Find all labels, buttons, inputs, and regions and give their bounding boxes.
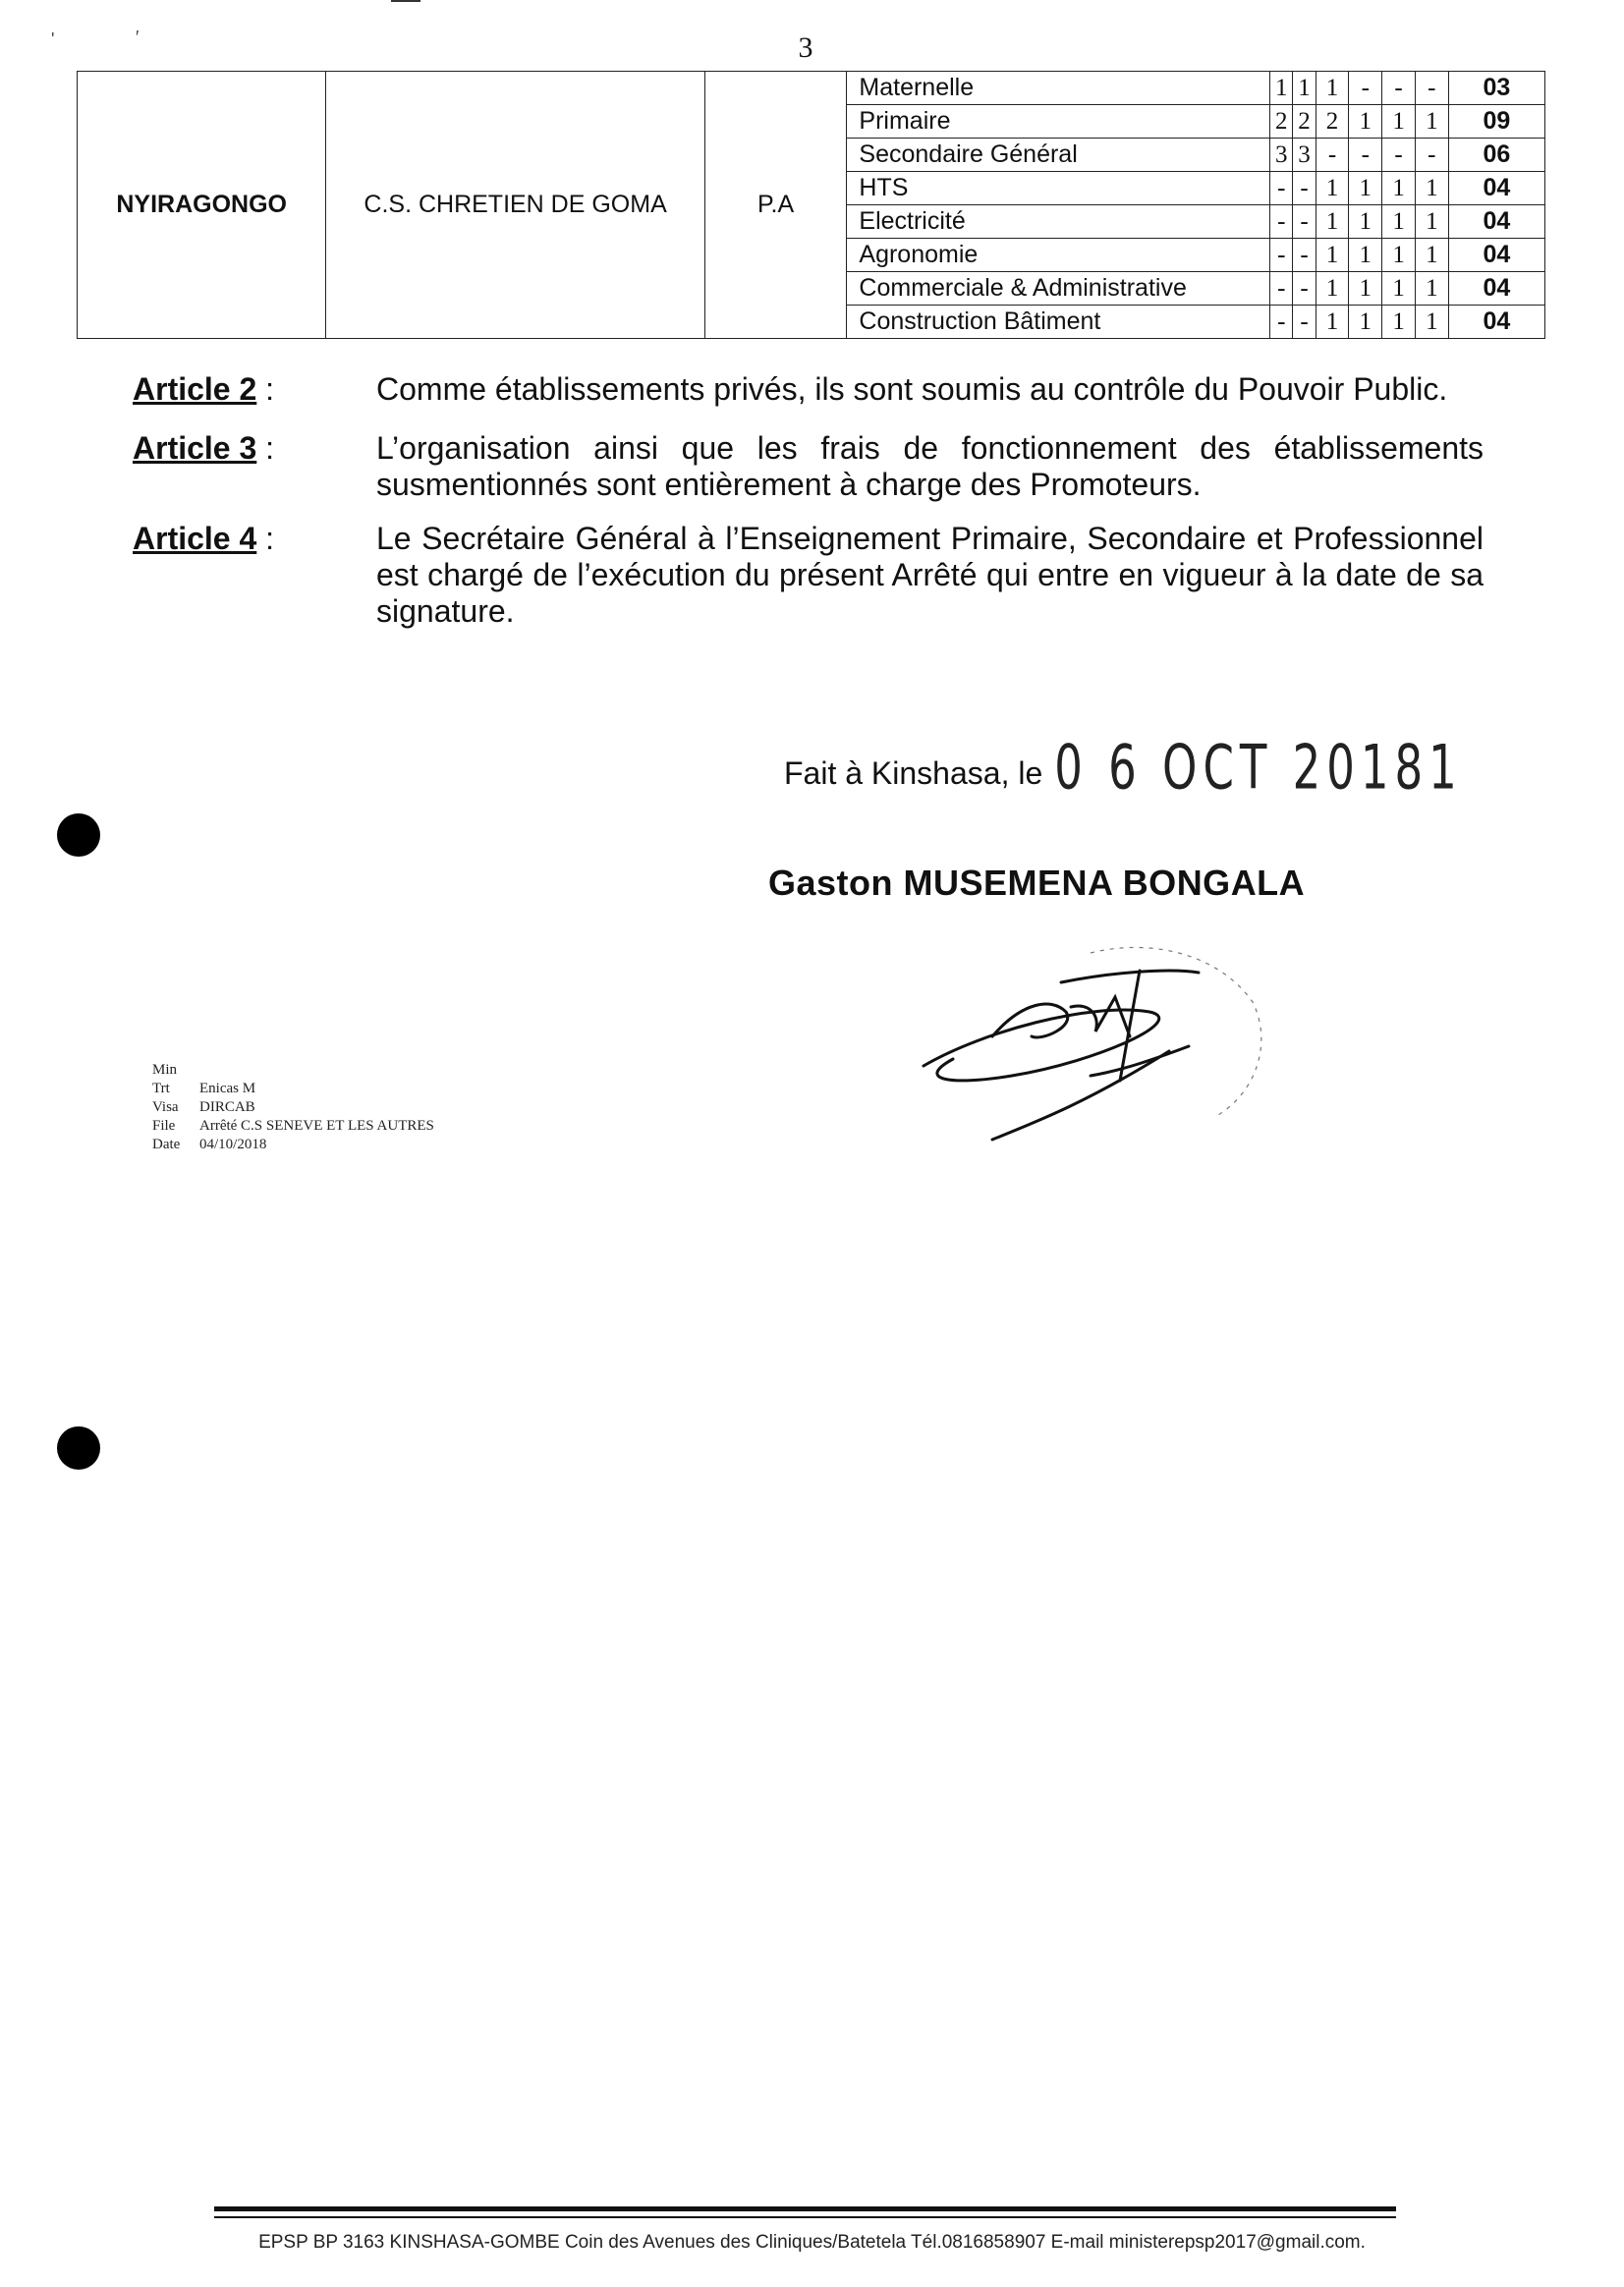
total-cell: 04 xyxy=(1448,172,1544,205)
count-cell: 1 xyxy=(1349,272,1382,306)
count-cell: 1 xyxy=(1415,105,1448,139)
count-cell: 1 xyxy=(1349,239,1382,272)
count-cell: 1 xyxy=(1382,105,1416,139)
count-cell: 1 xyxy=(1316,205,1349,239)
count-cell: - xyxy=(1316,139,1349,172)
scan-mark: ' xyxy=(51,29,55,49)
section-cell: Commerciale & Administrative xyxy=(847,272,1270,306)
fait-text: Fait à Kinshasa, le xyxy=(784,755,1043,791)
count-cell: 1 xyxy=(1349,105,1382,139)
count-cell: - xyxy=(1270,205,1293,239)
count-cell: - xyxy=(1415,72,1448,105)
count-cell: - xyxy=(1293,172,1316,205)
article-label: Article 4 xyxy=(133,521,257,556)
count-cell: - xyxy=(1349,139,1382,172)
count-cell: 1 xyxy=(1415,172,1448,205)
count-cell: 2 xyxy=(1270,105,1293,139)
section-cell: HTS xyxy=(847,172,1270,205)
handwritten-signature xyxy=(894,943,1326,1179)
count-cell: 1 xyxy=(1415,306,1448,339)
count-cell: - xyxy=(1293,205,1316,239)
count-cell: 1 xyxy=(1415,205,1448,239)
section-cell: Electricité xyxy=(847,205,1270,239)
article-4: Article 4 : Le Secrétaire Général à l’Enseignement Primaire, Secondaire et Professionnel est chargé de l’exécution du présent Arrêté qui entre en vigueur à la date de sa signature. xyxy=(133,521,1484,629)
article-2: Article 2 : Comme établissements privés, ils sont soumis au contrôle du Pouvoir Public. xyxy=(133,371,1484,408)
punch-hole xyxy=(57,1426,100,1470)
ref-line: Min xyxy=(152,1062,178,1078)
count-cell: 1 xyxy=(1316,172,1349,205)
count-cell: 2 xyxy=(1293,105,1316,139)
count-cell: 1 xyxy=(1293,72,1316,105)
count-cell: - xyxy=(1382,139,1416,172)
total-cell: 04 xyxy=(1448,306,1544,339)
count-cell: 1 xyxy=(1316,72,1349,105)
count-cell: 3 xyxy=(1293,139,1316,172)
footer-rule xyxy=(214,2206,1396,2211)
count-cell: 1 xyxy=(1382,205,1416,239)
count-cell: 1 xyxy=(1415,272,1448,306)
count-cell: - xyxy=(1293,306,1316,339)
total-cell: 09 xyxy=(1448,105,1544,139)
ref-line: File Arrêté C.S SENEVE ET LES AUTRES xyxy=(152,1118,434,1134)
scan-mark xyxy=(391,0,420,2)
count-cell: - xyxy=(1270,172,1293,205)
count-cell: - xyxy=(1270,306,1293,339)
ref-line: Trt Enicas M xyxy=(152,1081,256,1096)
count-cell: 2 xyxy=(1316,105,1349,139)
ref-line: Date 04/10/2018 xyxy=(152,1137,267,1152)
total-cell: 04 xyxy=(1448,272,1544,306)
section-cell: Agronomie xyxy=(847,239,1270,272)
reference-block xyxy=(152,1061,434,1154)
territory-cell: NYIRAGONGO xyxy=(78,72,326,339)
regime-cell: P.A xyxy=(704,72,847,339)
count-cell: 1 xyxy=(1382,306,1416,339)
count-cell: 1 xyxy=(1349,205,1382,239)
count-cell: - xyxy=(1349,72,1382,105)
count-cell: 3 xyxy=(1270,139,1293,172)
count-cell: 1 xyxy=(1316,272,1349,306)
count-cell: 1 xyxy=(1316,239,1349,272)
count-cell: 1 xyxy=(1382,172,1416,205)
section-cell: Secondaire Général xyxy=(847,139,1270,172)
total-cell: 04 xyxy=(1448,205,1544,239)
total-cell: 06 xyxy=(1448,139,1544,172)
school-table xyxy=(77,71,1545,339)
page-number: 3 xyxy=(798,31,813,64)
section-cell: Primaire xyxy=(847,105,1270,139)
article-3: Article 3 : L’organisation ainsi que les frais de fonctionnement des établissements susmentionnés sont entièrement à charge des Promoteurs. xyxy=(133,430,1484,502)
article-text: Comme établissements privés, ils sont soumis au contrôle du Pouvoir Public. xyxy=(376,371,1448,407)
scan-mark: ′ xyxy=(136,28,140,47)
place-date-line xyxy=(784,731,1463,804)
count-cell: - xyxy=(1382,72,1416,105)
section-cell: Construction Bâtiment xyxy=(847,306,1270,339)
count-cell: 1 xyxy=(1270,72,1293,105)
count-cell: 1 xyxy=(1349,172,1382,205)
article-text: Le Secrétaire Général à l’Enseignement Primaire, Secondaire et Professionnel est chargé de l’exécution du présent Arrêté qui entre en vigueur à la date de sa signature. xyxy=(376,521,1484,629)
ref-line: Visa DIRCAB xyxy=(152,1099,255,1115)
total-cell: 04 xyxy=(1448,239,1544,272)
date-stamp: 0 6 OCT 20181 xyxy=(1054,731,1463,804)
count-cell: - xyxy=(1415,139,1448,172)
punch-hole xyxy=(57,813,100,857)
count-cell: - xyxy=(1293,239,1316,272)
signatory-name: Gaston MUSEMENA BONGALA xyxy=(768,863,1306,903)
count-cell: 1 xyxy=(1316,306,1349,339)
count-cell: 1 xyxy=(1415,239,1448,272)
total-cell: 03 xyxy=(1448,72,1544,105)
count-cell: - xyxy=(1270,272,1293,306)
count-cell: - xyxy=(1293,272,1316,306)
section-cell: Maternelle xyxy=(847,72,1270,105)
table-row xyxy=(78,72,1545,105)
article-text: L’organisation ainsi que les frais de fonctionnement des établissements susmentionnés sont entièrement à charge des Promoteurs. xyxy=(376,430,1484,502)
article-label: Article 3 xyxy=(133,430,257,466)
school-name-cell: C.S. CHRETIEN DE GOMA xyxy=(326,72,704,339)
footer-rule xyxy=(214,2216,1396,2218)
count-cell: 1 xyxy=(1349,306,1382,339)
count-cell: 1 xyxy=(1382,272,1416,306)
footer-address: EPSP BP 3163 KINSHASA-GOMBE Coin des Avenues des Cliniques/Batetela Tél.0816858907 E-mail ministerepsp2017@gmail.com. xyxy=(258,2232,1366,2253)
article-label: Article 2 xyxy=(133,371,257,407)
count-cell: - xyxy=(1270,239,1293,272)
count-cell: 1 xyxy=(1382,239,1416,272)
